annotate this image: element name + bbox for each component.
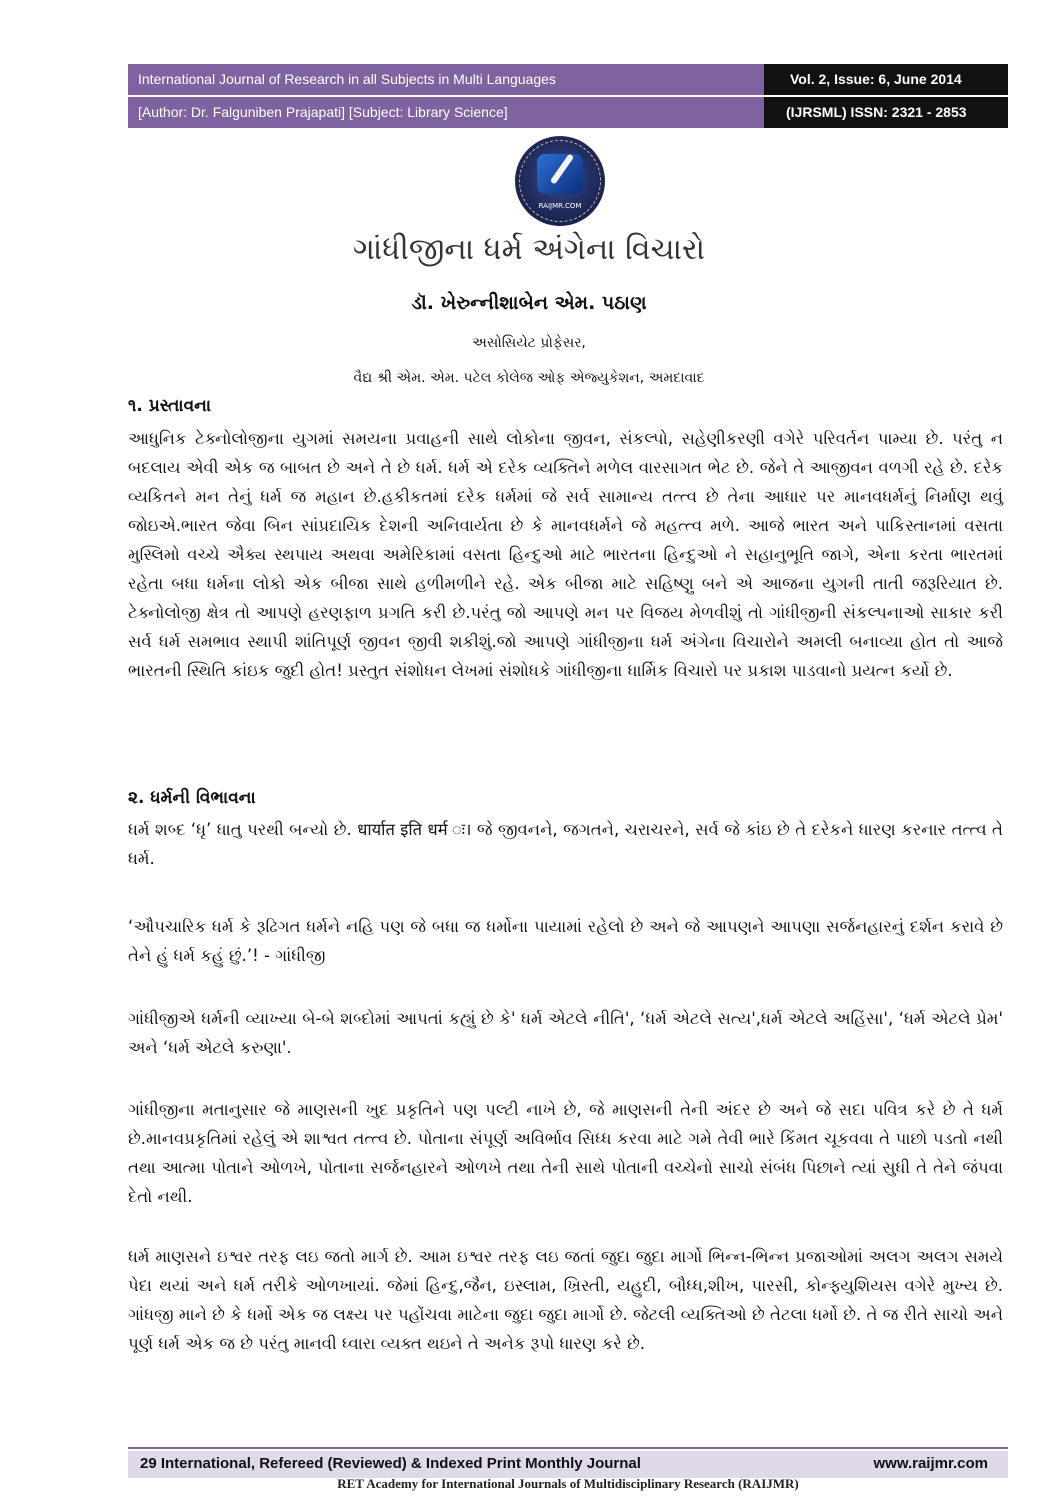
paragraph-gandhi-view: ગાંધીજીના મતાનુસાર જે માણસની ખુદ પ્રકૃતિને પણ પલ્ટી નાખે છે, જે માણસની તેની અંદર છે અને જે સદા પવિત્ર કરે છે તે ધર્મ છે.માનવપ્રકૃતિમાં રહેલું એ શાશ્વત તત્ત્વ છે. પોતાના સંપૂર્ણ અવિર્ભાવ સિધ્ધ કરવા માટે ગમે તેવી ભારે કિંમત ચૂકવવા તે પાછો પડતો નથી તથા આત્મા પોતાને ઓળખે, પોતાના સર્જનહારને ઓળખે તથા તેની સાથે પોતાની વચ્ચેનો સાચો સંબંધ પિછાને ત્યાં સુધી તે તેને જંપવા દેતો નથી. bbox=[128, 1100, 1003, 1206]
paragraph-definitions: ગાંધીજીએ ધર્મની વ્યાખ્યા બે-બે શબ્દોમાં આપતાં કહ્યું છે કે' ધર્મ એટલે નીતિ', ‘ધર્મ એટલે સત્ય',ધર્મ એટલે અહિંસા', ‘ધર્મ એટલે પ્રેમ' અને ‘ધર્મ એટલે કરુણા'. bbox=[128, 1009, 1003, 1057]
paragraph-concept-1: ધર્મ શબ્દ ‘ધૃ’ ધાતુ પરથી બન્યો છે. धार्यात इति धर्म ः। જે જીવનને, જગતને, ચરાચરને, સર્વ જે કાંઇ છે તે દરેકને ધારણ કરનાર તત્ત્વ તે ધર્મ. bbox=[128, 820, 1003, 868]
volume-issue: Vol. 2, Issue: 6, June 2014 bbox=[790, 71, 962, 87]
author-institution: વૈદ્ય શ્રી એમ. એમ. પટેલ કોલેજ ઓફ એજ્યુકેશન, અમદાવાદ bbox=[353, 370, 705, 386]
journal-name: International Journal of Research in all Subjects in Multi Languages bbox=[138, 71, 556, 87]
issn: (IJRSML) ISSN: 2321 - 2853 bbox=[786, 104, 967, 120]
section-heading-concept: ૨. ધર્મની વિભાવના bbox=[128, 788, 256, 808]
raijmr-logo-icon bbox=[515, 136, 605, 226]
paragraph-introduction: આધુનિક ટેક્નોલોજીના યુગમાં સમયના પ્રવાહની સાથે લોકોના જીવન, સંકલ્પો, સહેણીકરણી વગેરે પરિવર્તન પામ્યા છે. પરંતુ ન બદલાય એવી એક જ બાબત છે અને તે છે ધર્મ. ધર્મ એ દરેક વ્યક્તિને મળેલ વારસાગત ભેટ છે. જેને તે આજીવન વળગી રહે છે. દરેક વ્યકિતને મન તેનું ધર્મ જ મહાન છે.હકીકતમાં દરેક ધર્મમાં જે સર્વ સામાન્ય તત્ત્વ છે તેના આધાર પર માનવધર્મનું નિર્માણ થવું જોઇએ.ભારત જેવા બિન સાંપ્રદાયિક દેશની અનિવાર્યતા છે કે માનવધર્મને જે મહત્ત્વ મળે. આજે ભારત અને પાકિસ્તાનમાં વસતા મુસ્લિમો વચ્ચે ઐક્ય સ્થપાય અથવા અમેરિકામાં વસતા હિન્દુઓ માટે ભારતના હિન્દુઓ ને સહાનુભૂતિ જાગે, એના કરતા ભારતમાં રહેતા બધા ધર્મના લોકો એક બીજા સાથે હળીમળીને રહે. એક બીજા માટે સહિષ્ણુ બને એ આજના યુગની તાતી જરૂરિયાત છે. ટેક્નોલોજી ક્ષેત્ર તો આપણે હરણફાળ પ્રગતિ કરી છે.પરંતુ જો આપણે મન પર વિજય મેળવીશું તો ગાંધીજીની સંકલ્પનાઓ સાકાર કરી સર્વ ધર્મ સમભાવ સ્થાપી શાંતિપૂર્ણ જીવન જીવી શકીશું.જો આપણે ગાંધીજીના ધર્મ અંગેના વિચારોને અમલી બનાવ્યા હોત તો આજે ભારતની સ્થિતિ કાંઇક જુદી હોત! પ્રસ્તુત સંશોધન લેખમાં સંશોધકે ગાંધીજીના ધાર્મિક વિચારો પર પ્રકાશ પાડવાનો પ્રયત્ન કર્યો છે. bbox=[128, 429, 1003, 680]
journal-header bbox=[128, 64, 1008, 128]
article-author: ડૉ. ખેરુન્નીશાબેન એમ. પઠાણ bbox=[411, 292, 647, 314]
footer-page-label: 29 International, Refereed (Reviewed) & Indexed Print Monthly Journal bbox=[140, 1455, 641, 1472]
article-title: ગાંધીજીના ધર્મ અંગેના વિચારો bbox=[353, 232, 705, 267]
section-heading-introduction: ૧. પ્રસ્તાવના bbox=[128, 396, 212, 416]
author-designation: અસોસિયેટ પ્રોફેસર, bbox=[472, 335, 586, 351]
paragraph-gandhi-quote: ‘ઔપચારિક ધર્મ કે રૂઢિગત ધર્મને નહિ પણ જે બધા જ ધર્મોના પાયામાં રહેલો છે અને જે આપણને આપણા સર્જનહારનું દર્શન કરાવે છે તેને હું ધર્મ કહું છું.’! - ગાંધીજી bbox=[128, 917, 1003, 965]
footer-publisher: RET Academy for International Journals of Multidisciplinary Research (RAIJMR) bbox=[337, 1476, 799, 1491]
author-subject: [Author: Dr. Falguniben Prajapati] [Subject: Library Science] bbox=[138, 104, 508, 120]
footer-website-link[interactable]: www.raijmr.com bbox=[873, 1455, 988, 1472]
journal-footer bbox=[128, 1451, 1008, 1478]
paragraph-paths-to-god: ધર્મ માણસને ઇશ્વર તરફ લઇ જતો માર્ગ છે. આમ ઇશ્વર તરફ લઇ જતાં જુદા જુદા માર્ગો ભિન્ન-ભિન્ન પ્રજાઓમાં અલગ અલગ સમયે પેદા થયાં અને ધર્મ તરીકે ઓળખાયાં. જેમાં હિન્દુ,જૈન, ઇસ્લામ, ખ્રિસ્તી, યહુદી, બૌધ્ધ,શીખ, પારસી, કોન્ફ્યુશિયસ વગેરે મુખ્ય છે. ગાંધજી માને છે કે ધર્મો એક જ લક્ષ્ય પર પહોંચવા માટેના જુદા જુદા માર્ગો છે. જેટલી વ્યક્તિઓ છે તેટલા ધર્મો છે. તે જ રીતે સાચો અને પૂર્ણ ધર્મ એક જ છે પરંતુ માનવી ધ્વારા વ્યક્ત થઇને તે અનેક રૂપો ધારણ કરે છે. bbox=[128, 1247, 1003, 1353]
header-divider bbox=[128, 95, 1008, 97]
logo-caption: RAIJMR.COM bbox=[538, 202, 582, 210]
footer-divider bbox=[128, 1447, 1008, 1449]
